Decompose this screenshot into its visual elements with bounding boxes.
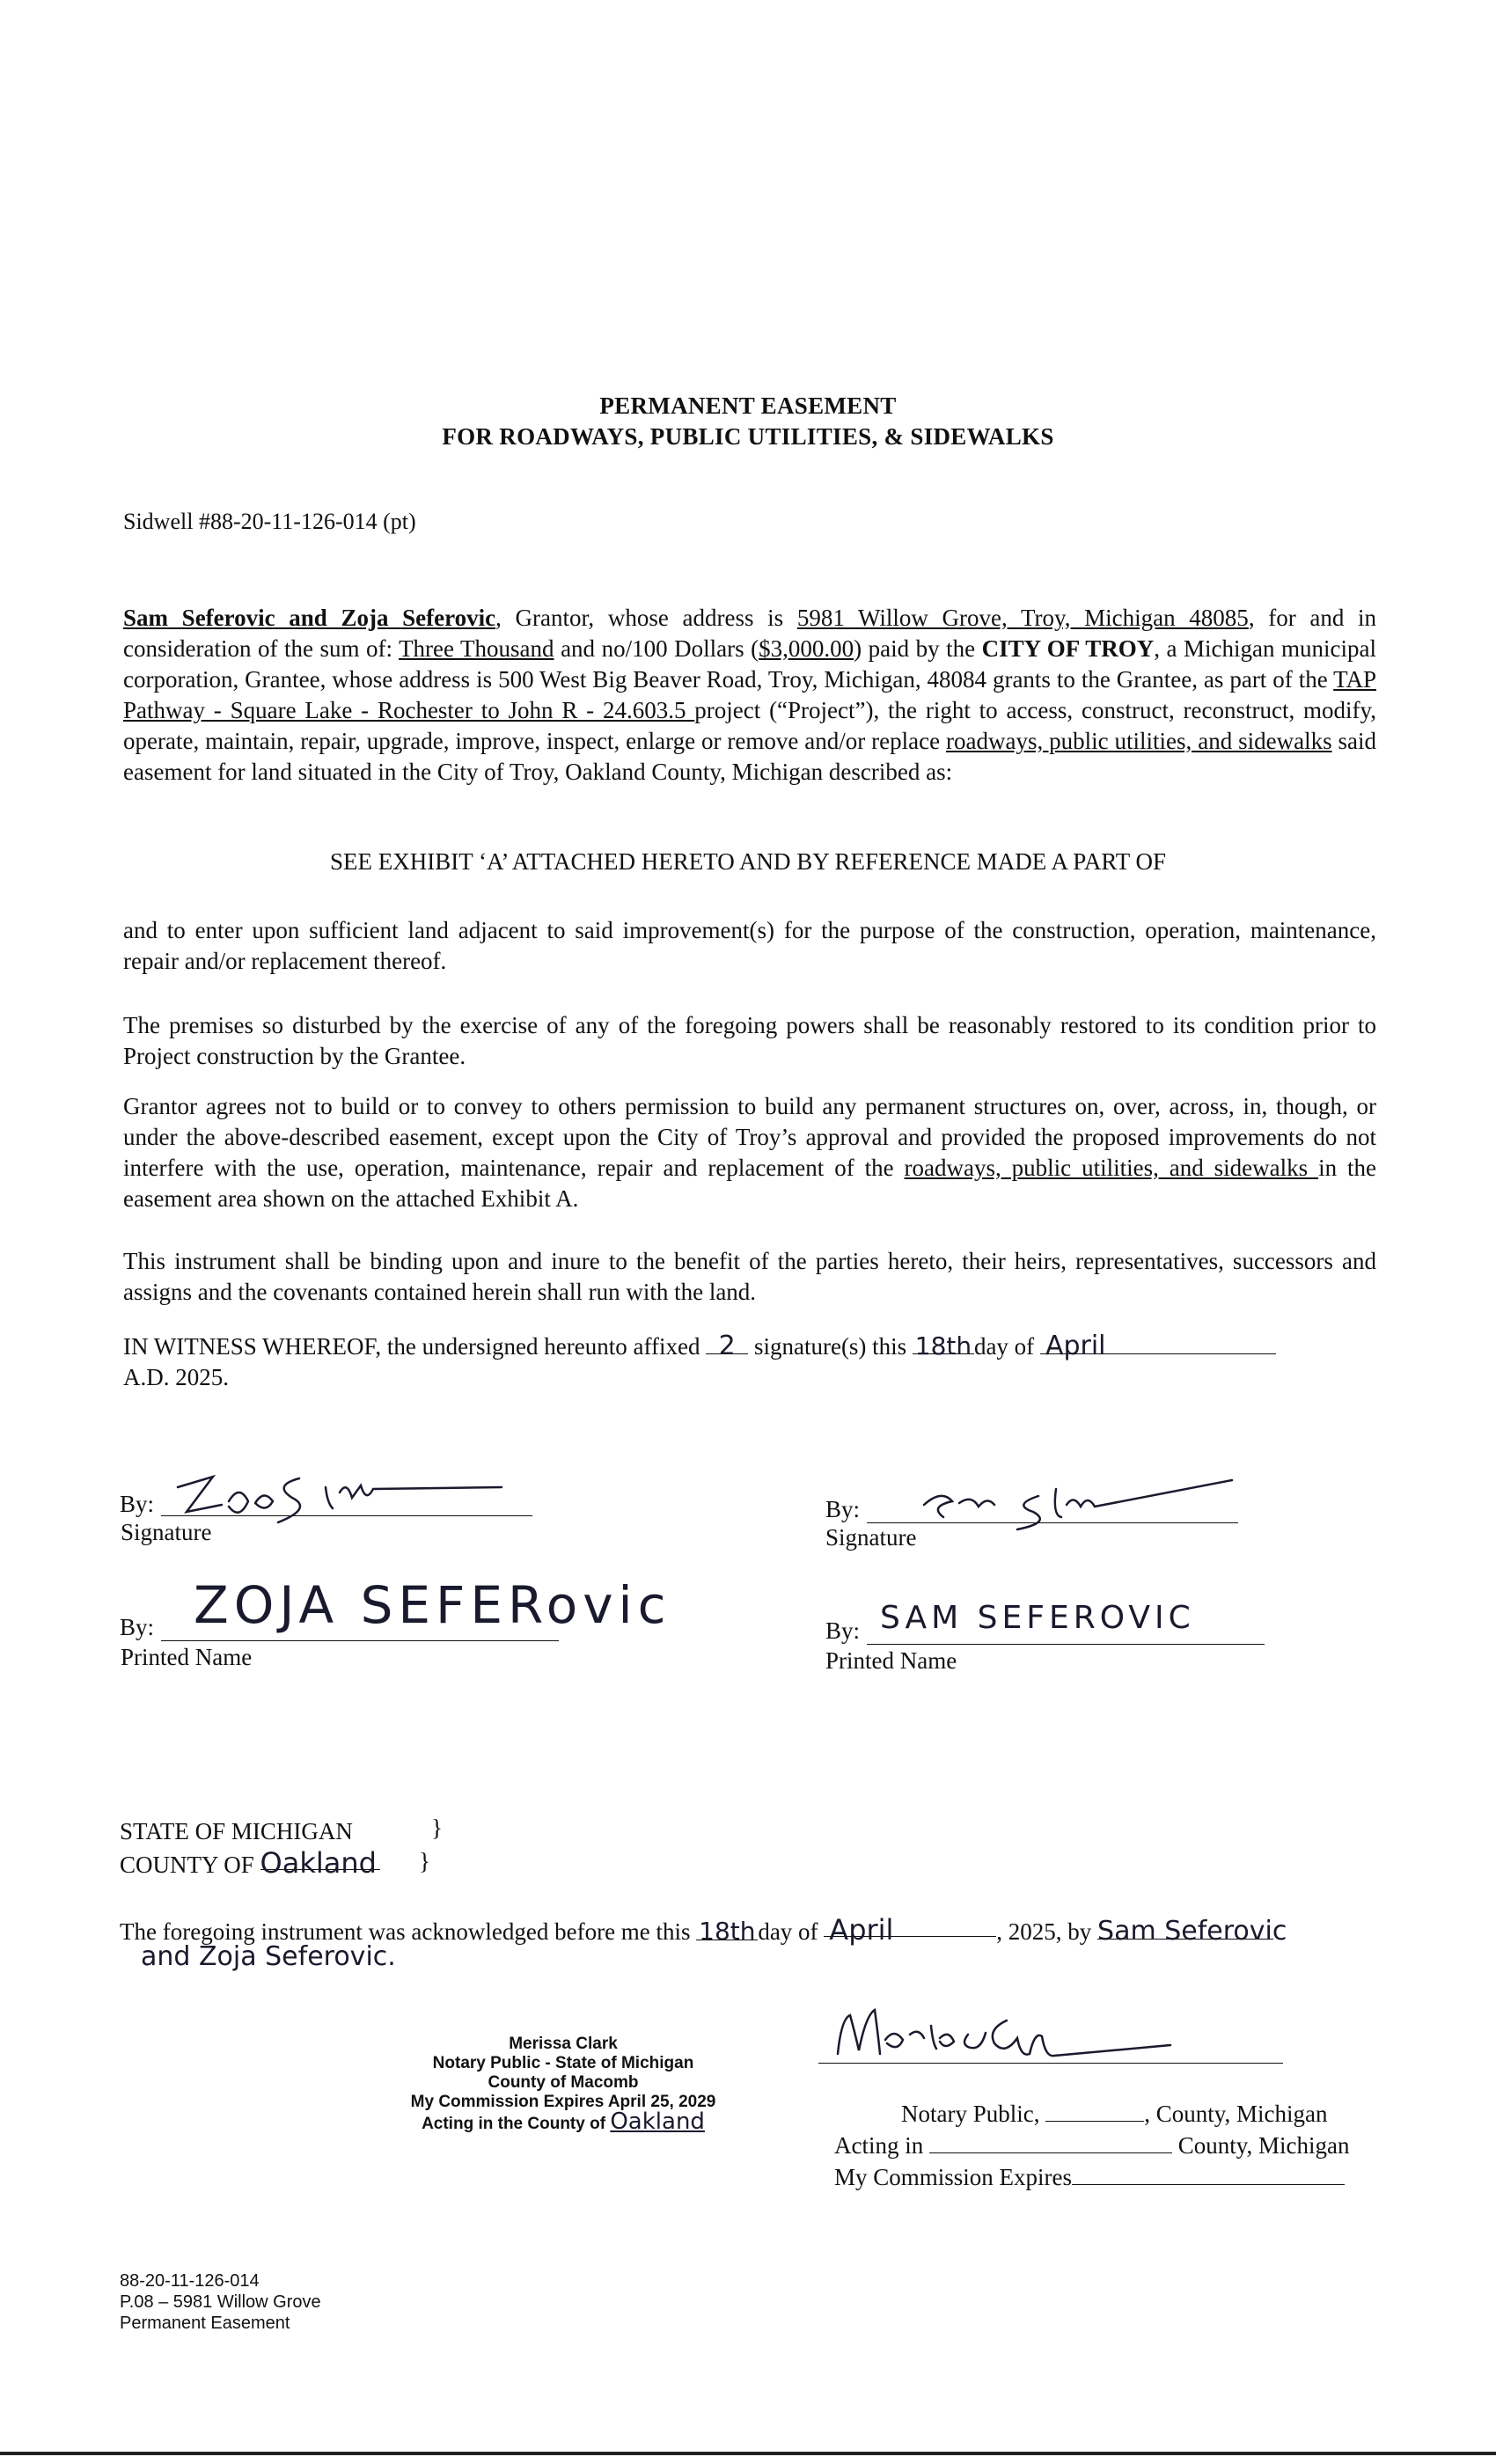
grant-text: , for and in consideration of the sum of: — [123, 605, 1377, 662]
ack-by-names-continued: and Zoja Seferovic. — [141, 1941, 396, 1972]
witness-month-field — [1040, 1331, 1276, 1361]
grant-text: , Grantor, whose address is — [495, 605, 797, 631]
left-signature-scribble — [167, 1461, 537, 1531]
commission-label: My Commission Expires — [834, 2164, 1073, 2190]
acting-in-label: Acting in — [834, 2132, 929, 2159]
notary-signature-scribble — [818, 1999, 1223, 2070]
notary-expires: My Commission Expires April 25, 2029 — [410, 2093, 716, 2111]
notary-public-suffix: , County, Michigan — [1144, 2101, 1328, 2127]
binding-paragraph: This instrument shall be binding upon and inure to the benefit of the parties hereto, their heirs, representatives, successors and assigns and the covenants contained herein shall run with the land. — [123, 1248, 1376, 1305]
grant-text: , a Michigan municipal corporation, Grantee, whose address is 500 West Big Beaver Road, Troy, Michigan, 48084 grants to the Grantee, as part of the — [123, 635, 1377, 693]
notary-acting — [378, 2108, 748, 2135]
ack-text: The foregoing instrument was acknowledged before me this — [120, 1918, 697, 1945]
agreement-tail: in the easement area shown on the attached Exhibit A. — [123, 1155, 1376, 1212]
premises-paragraph: The premises so disturbed by the exercise of any of the foregoing powers shall be reasonably restored to its condition prior to Project construction by the Grantee. — [123, 1012, 1376, 1069]
acting-in-row — [834, 2130, 1350, 2160]
witness-month: April — [1045, 1331, 1106, 1361]
witness-day: 18th — [914, 1331, 972, 1360]
left-printed-by-label: By: — [120, 1614, 155, 1640]
signature-count: 2 — [718, 1331, 736, 1361]
agreement-underlined: roadways, public utilities, and sidewalks — [904, 1155, 1319, 1181]
right-signature-label: Signature — [825, 1524, 917, 1551]
notary-stamp — [378, 2035, 748, 2134]
grantor-names: Sam Seferovic and Zoja Seferovic — [123, 605, 496, 631]
footer-reference: P.08 – 5981 Willow Grove — [120, 2292, 321, 2312]
witness-text: day of — [973, 1333, 1040, 1360]
notary-acting-label: Acting in the County of — [422, 2115, 611, 2133]
ack-by-names: Sam Seferovic — [1097, 1916, 1287, 1947]
grantor-agreement-paragraph — [123, 1091, 1376, 1214]
sum-words: Three Thousand — [399, 635, 554, 662]
enter-paragraph: and to enter upon sufficient land adjacent to said improvement(s) for the purpose of the construction, operation, maintenance, repair and/or replacement thereof. — [123, 917, 1376, 974]
ack-brace-top: } — [431, 1815, 443, 1841]
commission-field — [1072, 2161, 1345, 2185]
sum-amount: $3,000.00 — [759, 635, 854, 662]
ack-day-field — [696, 1917, 758, 1946]
ack-county: Oakland — [260, 1846, 377, 1880]
footer-metadata — [120, 2270, 321, 2334]
right-printed-label: Printed Name — [825, 1647, 957, 1674]
ack-state: STATE OF MICHIGAN — [120, 1818, 353, 1844]
left-printed-label: Printed Name — [121, 1644, 253, 1670]
acting-in-field — [929, 2130, 1172, 2153]
witness-year: A.D. 2025. — [123, 1364, 229, 1390]
sidwell-number: Sidwell #88-20-11-126-014 (pt) — [123, 509, 416, 534]
notary-county: County of Macomb — [488, 2073, 639, 2092]
ack-by-field — [1097, 1916, 1287, 1947]
grant-text: said easement for land situated in the City of Troy, Oakland County, Michigan described as: — [123, 728, 1376, 785]
ack-month: April — [829, 1913, 894, 1947]
ack-text: , 2025, by — [996, 1918, 1098, 1945]
ack-text: day of — [758, 1918, 825, 1945]
acting-in-suffix: County, Michigan — [1172, 2132, 1350, 2159]
notary-public-county-field — [1045, 2098, 1144, 2122]
grantor-address: 5981 Willow Grove, Troy, Michigan 48085 — [796, 605, 1249, 631]
notary-title: Notary Public - State of Michigan — [432, 2054, 694, 2072]
notary-public-row — [901, 2098, 1327, 2128]
document-subtitle: FOR ROADWAYS, PUBLIC UTILITIES, & SIDEWALKS — [442, 423, 1054, 450]
project-name: TAP Pathway - Square Lake - Rochester to John R - 24.603.5 — [123, 666, 1376, 723]
grantee-name: CITY OF TROY — [981, 635, 1155, 662]
agreement-text: Grantor agrees not to build or to convey to others permission to build any permanent structures on, over, across, in, though, or under the above-described easement, except upon the City of Troy’s approval and provided the proposed improvements do not interfere with the use, operation, maintenance, repair and replacement of the — [123, 1093, 1376, 1181]
footer-doc-type: Permanent Easement — [120, 2314, 290, 2333]
right-printed-name: SAM SEFEROVIC — [880, 1600, 1195, 1636]
notary-public-label: Notary Public, — [901, 2101, 1046, 2127]
grant-paragraph — [123, 603, 1376, 788]
grant-text: ) paid by the — [854, 635, 982, 662]
left-signature-label: Signature — [121, 1519, 212, 1545]
left-by-label: By: — [120, 1491, 155, 1517]
ack-month-field — [824, 1913, 996, 1947]
right-printed-line — [867, 1644, 1265, 1645]
ack-brace-bottom: } — [419, 1848, 430, 1874]
notary-name: Merissa Clark — [509, 2035, 618, 2053]
witness-text: signature(s) this — [748, 1333, 913, 1360]
ack-county-field — [260, 1846, 380, 1880]
ack-county-label: COUNTY OF — [120, 1852, 260, 1878]
witness-day-field — [913, 1331, 974, 1360]
ack-day: 18th — [699, 1917, 756, 1946]
notary-signature-line — [818, 2063, 1283, 2064]
commission-row — [834, 2161, 1345, 2191]
ack-county-row — [120, 1846, 380, 1879]
footer-parcel: 88-20-11-126-014 — [120, 2271, 260, 2291]
witness-clause — [123, 1331, 1376, 1393]
document-title: PERMANENT EASEMENT — [599, 392, 897, 419]
left-printed-line — [161, 1640, 559, 1641]
left-printed-name: ZOJA SEFERovic — [194, 1575, 671, 1635]
exhibit-reference: SEE EXHIBIT ‘A’ ATTACHED HERETO AND BY REFERENCE MADE A PART OF — [329, 848, 1167, 875]
right-printed-by-label: By: — [825, 1617, 861, 1644]
right-by-label: By: — [825, 1496, 861, 1522]
grant-text: and no/100 Dollars ( — [554, 635, 759, 662]
grant-text: project (“Project”), the right to access, construct, reconstruct, modify, operate, maintain, repair, upgrade, improve, inspect, enlarge or remove and/or replace — [123, 697, 1377, 754]
notary-acting-county: Oakland — [610, 2108, 705, 2135]
signature-count-field — [706, 1331, 748, 1361]
easement-purpose: roadways, public utilities, and sidewalks — [946, 728, 1332, 754]
right-signature-scribble — [906, 1470, 1258, 1531]
witness-text: IN WITNESS WHEREOF, the undersigned hereunto affixed — [123, 1333, 707, 1360]
page-bottom-rule — [0, 2452, 1496, 2455]
